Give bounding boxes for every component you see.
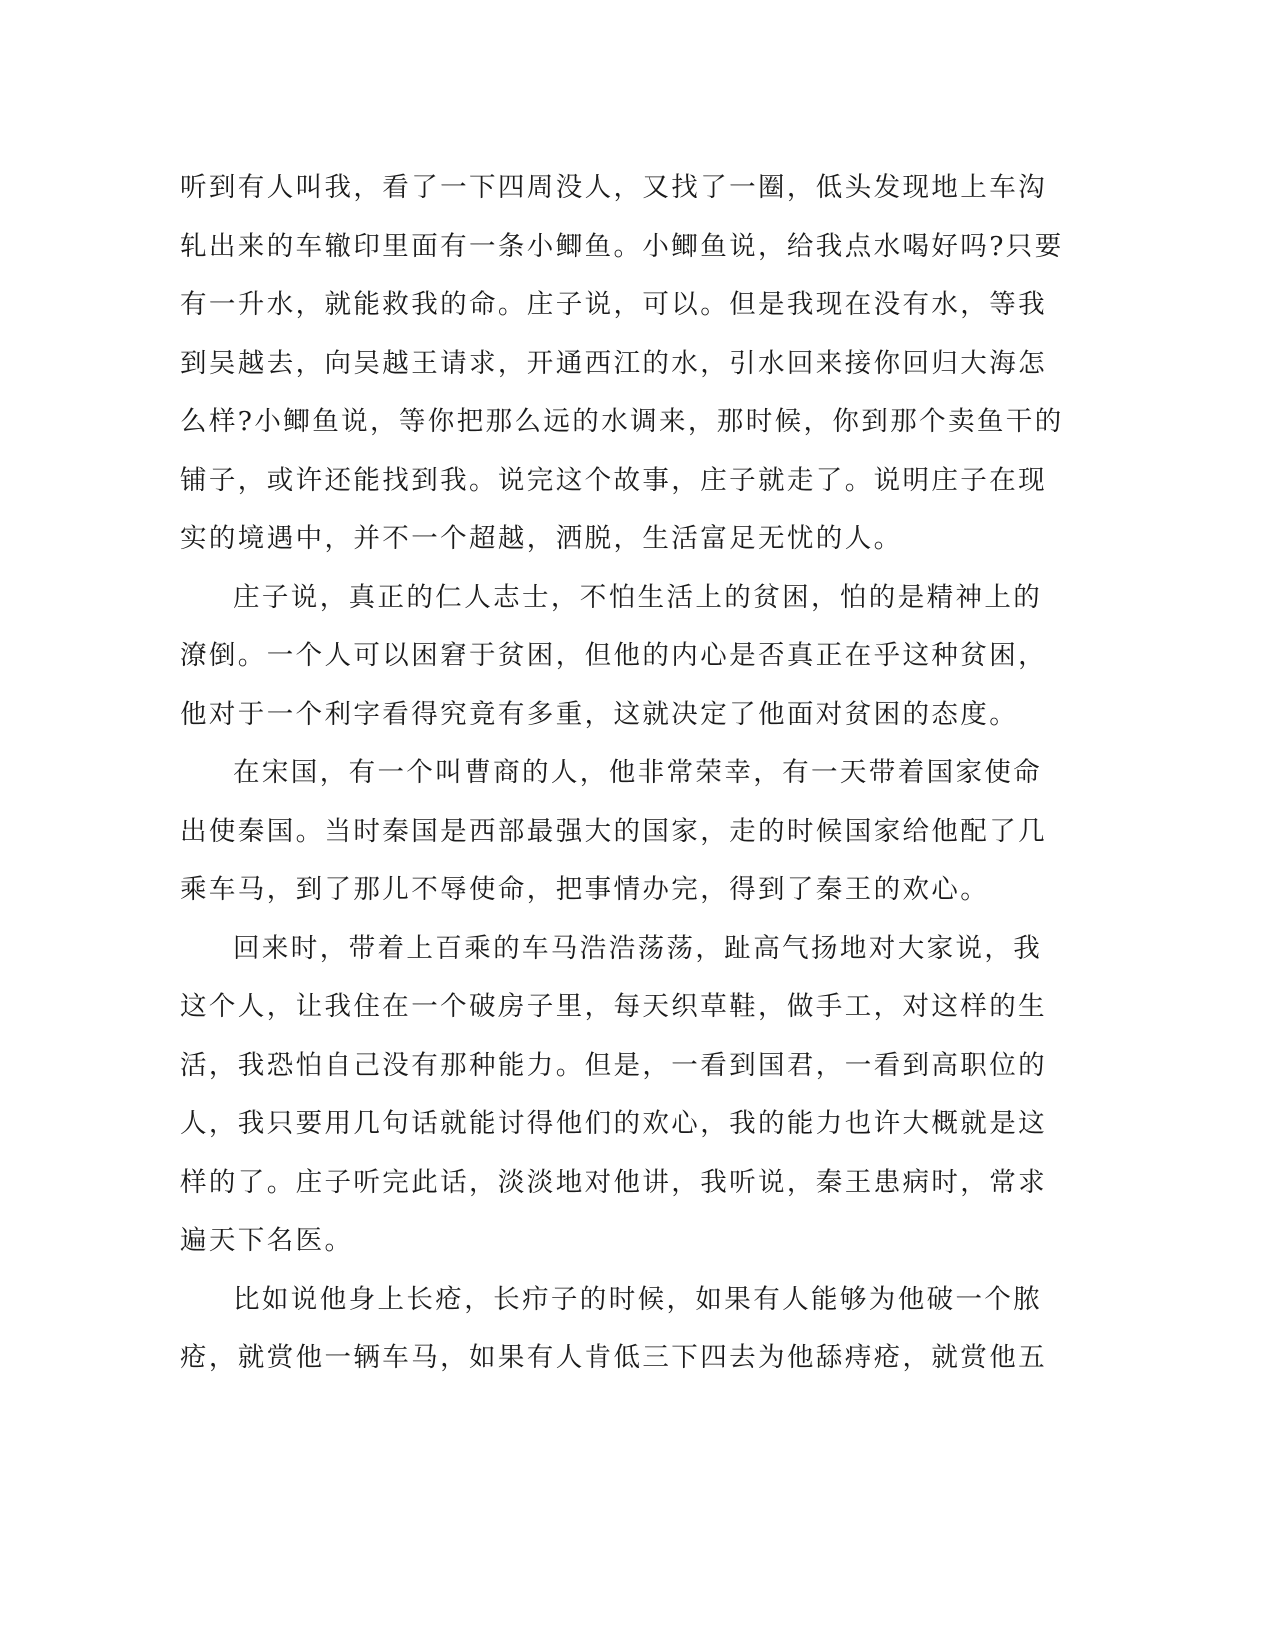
text-line: 乘车马，到了那儿不辱使命，把事情办完，得到了秦王的欢心。: [180, 874, 990, 905]
paragraph-3: [180, 744, 1050, 920]
text-line: 潦倒。一个人可以困窘于贫困，但他的内心是否真正在乎这种贫困，: [180, 640, 1047, 671]
text-line: 他对于一个利字看得究竟有多重，这就决定了他面对贫困的态度。: [180, 698, 1019, 730]
text-line: 到吴越去，向吴越王请求，开通西江的水，引水回来接你回归大海怎: [180, 347, 1047, 379]
text-line: 在宋国，有一个叫曹商的人，他非常荣幸，有一天带着国家使命: [233, 757, 1043, 788]
document-body: [180, 159, 1064, 1388]
text-line: 比如说他身上长疮，长疖子的时候，如果有人能够为他破一个脓: [233, 1283, 1043, 1315]
text-line: 么样?小鲫鱼说，等你把那么远的水调来，那时候，你到那个卖鱼干的: [180, 406, 1064, 437]
text-line: 出使秦国。当时秦国是西部最强大的国家，走的时候国家给他配了几: [180, 815, 1047, 847]
text-line: 有一升水，就能救我的命。庄子说，可以。但是我现在没有水，等我: [180, 289, 1047, 320]
paragraph-2: [180, 569, 1050, 745]
text-line: 听到有人叫我，看了一下四周没人，又找了一圈，低头发现地上车沟: [180, 172, 1047, 203]
text-line: 疮，就赏他一辆车马，如果有人肯低三下四去为他舔痔疮，就赏他五: [180, 1342, 1047, 1373]
text-line: 样的了。庄子听完此话，淡淡地对他讲，我听说，秦王患病时，常求: [180, 1166, 1047, 1198]
text-line: 回来时，带着上百乘的车马浩浩荡荡，趾高气扬地对大家说，我: [233, 932, 1043, 964]
paragraph-1: [180, 159, 1064, 569]
text-line: 活，我恐怕自己没有那种能力。但是，一看到国君，一看到高职位的: [180, 1049, 1047, 1081]
paragraph-4: [180, 920, 1050, 1271]
text-line: 遍天下名医。: [180, 1225, 354, 1256]
text-line: 实的境遇中，并不一个超越，洒脱，生活富足无忧的人。: [180, 523, 903, 554]
text-line: 人，我只要用几句话就能讨得他们的欢心，我的能力也许大概就是这: [180, 1108, 1047, 1139]
text-line: 庄子说，真正的仁人志士，不怕生活上的贫困，怕的是精神上的: [233, 581, 1043, 613]
text-line: 铺子，或许还能找到我。说完这个故事，庄子就走了。说明庄子在现: [180, 464, 1047, 496]
text-line: 这个人，让我住在一个破房子里，每天织草鞋，做手工，对这样的生: [180, 991, 1047, 1022]
paragraph-5: [180, 1271, 1050, 1388]
text-line: 轧出来的车辙印里面有一条小鲫鱼。小鲫鱼说，给我点水喝好吗?只要: [180, 230, 1064, 262]
